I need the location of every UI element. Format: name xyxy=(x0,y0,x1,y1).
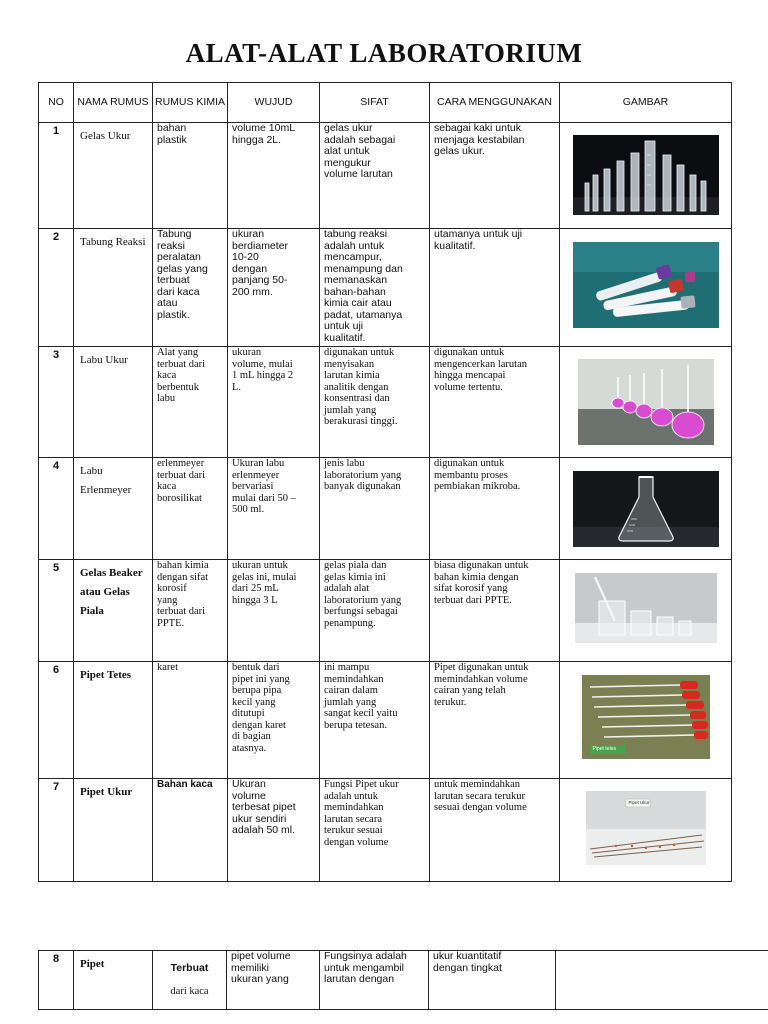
row-number: 6 xyxy=(39,662,74,779)
header-gambar: GAMBAR xyxy=(560,83,732,123)
sifat-cell: jenis labu laboratorium yang banyak digunakan xyxy=(320,458,430,560)
header-wujud: WUJUD xyxy=(228,83,320,123)
cara-cell: Pipet digunakan untuk memindahkan volume cairan yang telah terukur. xyxy=(430,662,560,779)
wujud-cell: ukuran volume, mulai 1 mL hingga 2 L. xyxy=(228,347,320,458)
lab-equipment-table-continued xyxy=(38,950,768,1010)
graduated-cylinders-image xyxy=(573,135,719,215)
wujud-cell: volume 10mL hingga 2L. xyxy=(228,123,320,229)
row-number: 5 xyxy=(39,560,74,662)
table-header-row xyxy=(39,83,732,123)
gambar-cell xyxy=(560,560,732,662)
rumus-kimia-cell: erlenmeyer terbuat dari kaca borosilikat xyxy=(153,458,228,560)
row-number: 2 xyxy=(39,229,74,347)
cara-cell: ukur kuantitatif dengan tingkat xyxy=(429,951,556,1010)
rumus-kimia-cell: karet xyxy=(153,662,228,779)
rumus-kimia-cell xyxy=(153,951,227,1010)
equipment-name: Labu Ukur xyxy=(74,347,153,458)
table-row xyxy=(39,458,732,560)
header-rumus-kimia: RUMUS KIMIA xyxy=(153,83,228,123)
table-row xyxy=(39,662,732,779)
table-row xyxy=(39,951,768,1010)
cara-cell: digunakan untuk membantu proses pembiakan mikroba. xyxy=(430,458,560,560)
lab-equipment-table xyxy=(38,82,732,882)
gambar-cell xyxy=(560,347,732,458)
equipment-name: Pipet Tetes xyxy=(74,662,153,779)
dropper-pipettes-image xyxy=(582,675,710,759)
row-number: 1 xyxy=(39,123,74,229)
equipment-name: Pipet xyxy=(74,951,153,1010)
wujud-cell: ukuran berdiameter 10-20 dengan panjang 50- 200 mm. xyxy=(228,229,320,347)
sifat-cell: digunakan untuk menyisakan larutan kimia analitik dengan konsentrasi dan jumlah yang berakurasi tinggi. xyxy=(320,347,430,458)
gambar-cell xyxy=(556,951,768,1010)
table-row xyxy=(39,560,732,662)
gambar-cell xyxy=(560,662,732,779)
measuring-pipettes-image xyxy=(586,791,706,865)
header-cara-menggunakan: CARA MENGGUNAKAN xyxy=(430,83,560,123)
cara-cell: utamanya untuk uji kualitatif. xyxy=(430,229,560,347)
wujud-cell: ukuran untuk gelas ini, mulai dari 25 mL hingga 3 L xyxy=(228,560,320,662)
page-title: ALAT-ALAT LABORATORIUM xyxy=(185,38,583,68)
row-number: 3 xyxy=(39,347,74,458)
header-no: NO xyxy=(39,83,74,123)
rumus-kimia-cell: Bahan kaca xyxy=(153,779,228,882)
rumus-kimia-cell: Alat yang terbuat dari kaca berbentuk labu xyxy=(153,347,228,458)
equipment-name: Gelas Beaker atau Gelas Piala xyxy=(74,560,153,662)
cara-cell: digunakan untuk mengencerkan larutan hingga mencapai volume tertentu. xyxy=(430,347,560,458)
rumus-line-2: dari kaca xyxy=(170,985,209,997)
header-sifat: SIFAT xyxy=(320,83,430,123)
equipment-name: Tabung Reaksi xyxy=(74,229,153,347)
rumus-line-1: Terbuat xyxy=(170,961,209,974)
gambar-cell xyxy=(560,458,732,560)
cara-cell: untuk memindahkan larutan secara terukur sesuai dengan volume xyxy=(430,779,560,882)
rumus-kimia-cell: bahan plastik xyxy=(153,123,228,229)
test-tubes-image xyxy=(573,242,719,328)
header-nama-rumus: NAMA RUMUS xyxy=(74,83,153,123)
row-number: 7 xyxy=(39,779,74,882)
row-number: 4 xyxy=(39,458,74,560)
erlenmeyer-flask-image xyxy=(573,471,719,547)
beakers-image xyxy=(575,573,717,643)
wujud-cell: Ukuran labu erlenmeyer bervariasi mulai dari 50 – 500 ml. xyxy=(228,458,320,560)
gambar-cell xyxy=(560,229,732,347)
gambar-cell xyxy=(560,779,732,882)
sifat-cell: ini mampu memindahkan cairan dalam jumlah yang sangat kecil yaitu berupa tetesan. xyxy=(320,662,430,779)
sifat-cell: gelas ukur adalah sebagai alat untuk mengukur volume larutan xyxy=(320,123,430,229)
rumus-kimia-cell: bahan kimia dengan sifat korosif yang terbuat dari PPTE. xyxy=(153,560,228,662)
cara-cell: biasa digunakan untuk bahan kimia dengan sifat korosif yang terbuat dari PPTE. xyxy=(430,560,560,662)
image-caption: Pipet tetes xyxy=(592,746,617,752)
sifat-cell: tabung reaksi adalah untuk mencampur, menampung dan memanaskan bahan-bahan kimia cair atau padat, utamanya untuk uji kualitatif. xyxy=(320,229,430,347)
cara-cell: sebagai kaki untuk menjaga kestabilan gelas ukur. xyxy=(430,123,560,229)
equipment-name: Gelas Ukur xyxy=(74,123,153,229)
table-row xyxy=(39,229,732,347)
image-caption: Pipet Ukur xyxy=(628,800,650,805)
sifat-cell: gelas piala dan gelas kimia ini adalah alat laboratorium yang berfungsi sebagai penampung. xyxy=(320,560,430,662)
table-row xyxy=(39,347,732,458)
wujud-cell: bentuk dari pipet ini yang berupa pipa kecil yang ditutupi dengan karet di bagian atasnya. xyxy=(228,662,320,779)
wujud-cell: Ukuran volume terbesat pipet ukur sendiri adalah 50 ml. xyxy=(228,779,320,882)
rumus-kimia-cell: Tabung reaksi peralatan gelas yang terbuat dari kaca atau plastik. xyxy=(153,229,228,347)
table-row xyxy=(39,779,732,882)
table-row xyxy=(39,123,732,229)
volumetric-flasks-image xyxy=(578,359,714,445)
equipment-name: Pipet Ukur xyxy=(74,779,153,882)
gambar-cell xyxy=(560,123,732,229)
sifat-cell: Fungsinya adalah untuk mengambil larutan dengan xyxy=(320,951,429,1010)
equipment-name: Labu Erlenmeyer xyxy=(74,458,153,560)
row-number: 8 xyxy=(39,951,74,1010)
sifat-cell: Fungsi Pipet ukur adalah untuk memindahkan larutan secara terukur sesuai dengan volume xyxy=(320,779,430,882)
wujud-cell: pipet volume memiliki ukuran yang xyxy=(227,951,320,1010)
